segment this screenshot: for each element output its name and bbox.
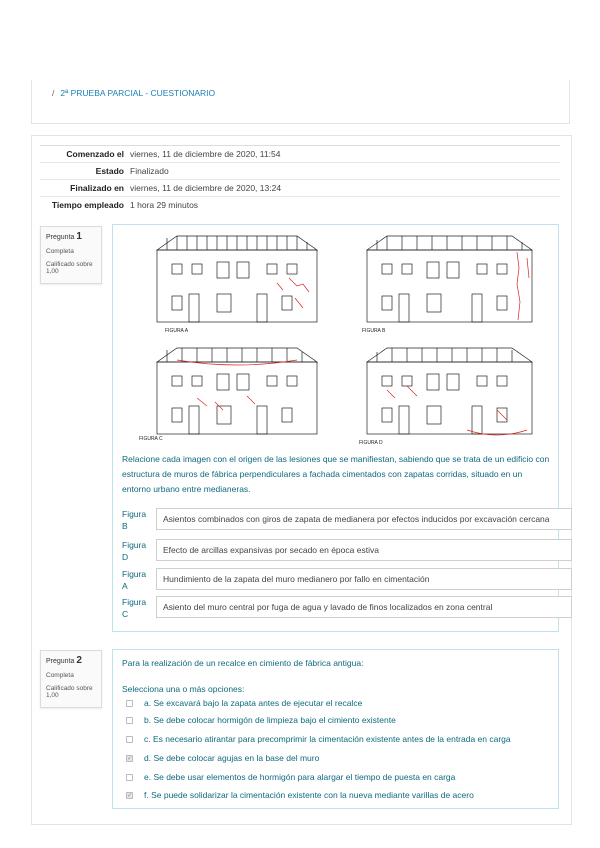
answer-option-label: c. Es necesario atirantar para precomprimir la cimentación existente antes de la entrada en carga xyxy=(144,734,511,744)
check-icon: ✓ xyxy=(126,792,133,799)
figure-label: FIGURA C xyxy=(139,436,163,442)
figure-label: FIGURA A xyxy=(165,328,189,334)
summary-value: Finalizado xyxy=(130,166,169,176)
question-2-text: Para la realización de un recalce en cimiento de fábrica antigua: xyxy=(122,658,364,668)
summary-value: viernes, 11 de diciembre de 2020, 11:54 xyxy=(130,149,281,159)
answer-option-a[interactable] xyxy=(126,698,546,708)
answer-option-label: f. Se puede solidarizar la cimentación existente con la nueva mediante varillas de acero xyxy=(144,790,474,800)
summary-label: Tiempo empleado xyxy=(51,200,124,210)
match-label: Figura A xyxy=(122,569,147,591)
checkbox[interactable] xyxy=(126,736,133,743)
question-2-info xyxy=(40,650,102,708)
answer-option-label: e. Se debe usar elementos de hormigón para alargar el tiempo de puesta en carga xyxy=(144,772,456,782)
question-state: Completa xyxy=(46,672,74,679)
question-grade: Calificado sobre 1,00 xyxy=(46,261,93,275)
figure-a-drawing xyxy=(157,236,317,322)
match-select[interactable]: Asiento del muro central por fuga de agua y lavado de finos localizados en zona central xyxy=(156,596,572,618)
figure-label: FIGURA D xyxy=(359,440,383,446)
summary-value: viernes, 11 de diciembre de 2020, 13:24 xyxy=(130,183,282,193)
question-prefix: Pregunta xyxy=(46,234,75,241)
checkbox[interactable] xyxy=(126,774,133,781)
answer-option-label: b. Se debe colocar hormigón de limpieza bajo el cimiento existente xyxy=(144,715,396,725)
match-label: Figura B xyxy=(122,509,147,531)
question-state: Completa xyxy=(46,248,74,255)
breadcrumb-separator: / xyxy=(52,88,55,98)
question-number xyxy=(46,655,96,666)
answer-option-d[interactable] xyxy=(126,753,546,763)
attempt-summary-table xyxy=(40,145,560,213)
question-prefix: Pregunta xyxy=(46,658,75,665)
checkbox-checked[interactable] xyxy=(126,792,133,799)
match-row xyxy=(118,568,578,596)
match-label: Figura C xyxy=(122,597,147,619)
summary-row-finished xyxy=(40,179,560,196)
checkbox[interactable] xyxy=(126,700,133,707)
checkbox-checked[interactable] xyxy=(126,755,133,762)
answer-option-label: a. Se excavará bajo la zapata antes de ejecutar el recalce xyxy=(144,698,363,708)
answer-option-e[interactable] xyxy=(126,772,546,782)
question-1-info xyxy=(40,226,102,284)
match-label: Figura D xyxy=(122,540,147,562)
question-number xyxy=(46,231,96,242)
summary-row-state xyxy=(40,162,560,179)
breadcrumb-link-quiz[interactable]: 2ª PRUEBA PARCIAL - CUESTIONARIO xyxy=(60,88,216,98)
figure-d-drawing xyxy=(367,348,532,435)
question-number-value: 1 xyxy=(76,231,82,242)
breadcrumb-card xyxy=(31,80,570,124)
summary-row-started xyxy=(40,145,560,162)
answer-option-label: d. Se debe colocar agujas en la base del muro xyxy=(144,753,320,763)
match-row xyxy=(118,596,578,624)
summary-label: Comenzado el xyxy=(66,149,124,159)
check-icon: ✓ xyxy=(126,755,133,762)
question-1-text: Relacione cada imagen con el origen de las lesiones que se manifiestan, sabiendo que se trata de un edificio con estructura de muros de fábrica perpendiculares a fachada cimentados con zapatas corridas, situado en un entorno urbano entre medianeras. xyxy=(122,454,550,494)
facade-figures-image xyxy=(127,228,547,446)
figure-c-drawing xyxy=(157,348,317,434)
answer-option-c[interactable] xyxy=(126,734,546,744)
figure-b-drawing xyxy=(367,236,532,322)
question-grade: Calificado sobre 1,00 xyxy=(46,685,93,699)
facade-figures-svg xyxy=(127,228,547,446)
figure-label: FIGURA B xyxy=(362,328,386,334)
summary-label: Finalizado en xyxy=(70,183,124,193)
question-2-content xyxy=(112,649,559,809)
breadcrumb xyxy=(52,88,215,98)
question-2-instruction: Selecciona una o más opciones: xyxy=(122,684,245,694)
answer-option-b[interactable] xyxy=(126,715,546,725)
match-row xyxy=(118,508,578,536)
checkbox[interactable] xyxy=(126,717,133,724)
answer-option-f[interactable] xyxy=(126,790,546,800)
summary-label: Estado xyxy=(95,166,124,176)
match-select[interactable]: Efecto de arcillas expansivas por secado en época estiva xyxy=(156,539,572,561)
question-number-value: 2 xyxy=(76,655,82,666)
summary-value: 1 hora 29 minutos xyxy=(130,200,199,210)
match-select[interactable]: Asientos combinados con giros de zapata de medianera por efectos inducidos por excavación cercana xyxy=(156,508,572,530)
match-row xyxy=(118,539,578,567)
match-select[interactable]: Hundimiento de la zapata del muro medianero por fallo en cimentación xyxy=(156,568,572,590)
summary-row-time xyxy=(40,196,560,213)
